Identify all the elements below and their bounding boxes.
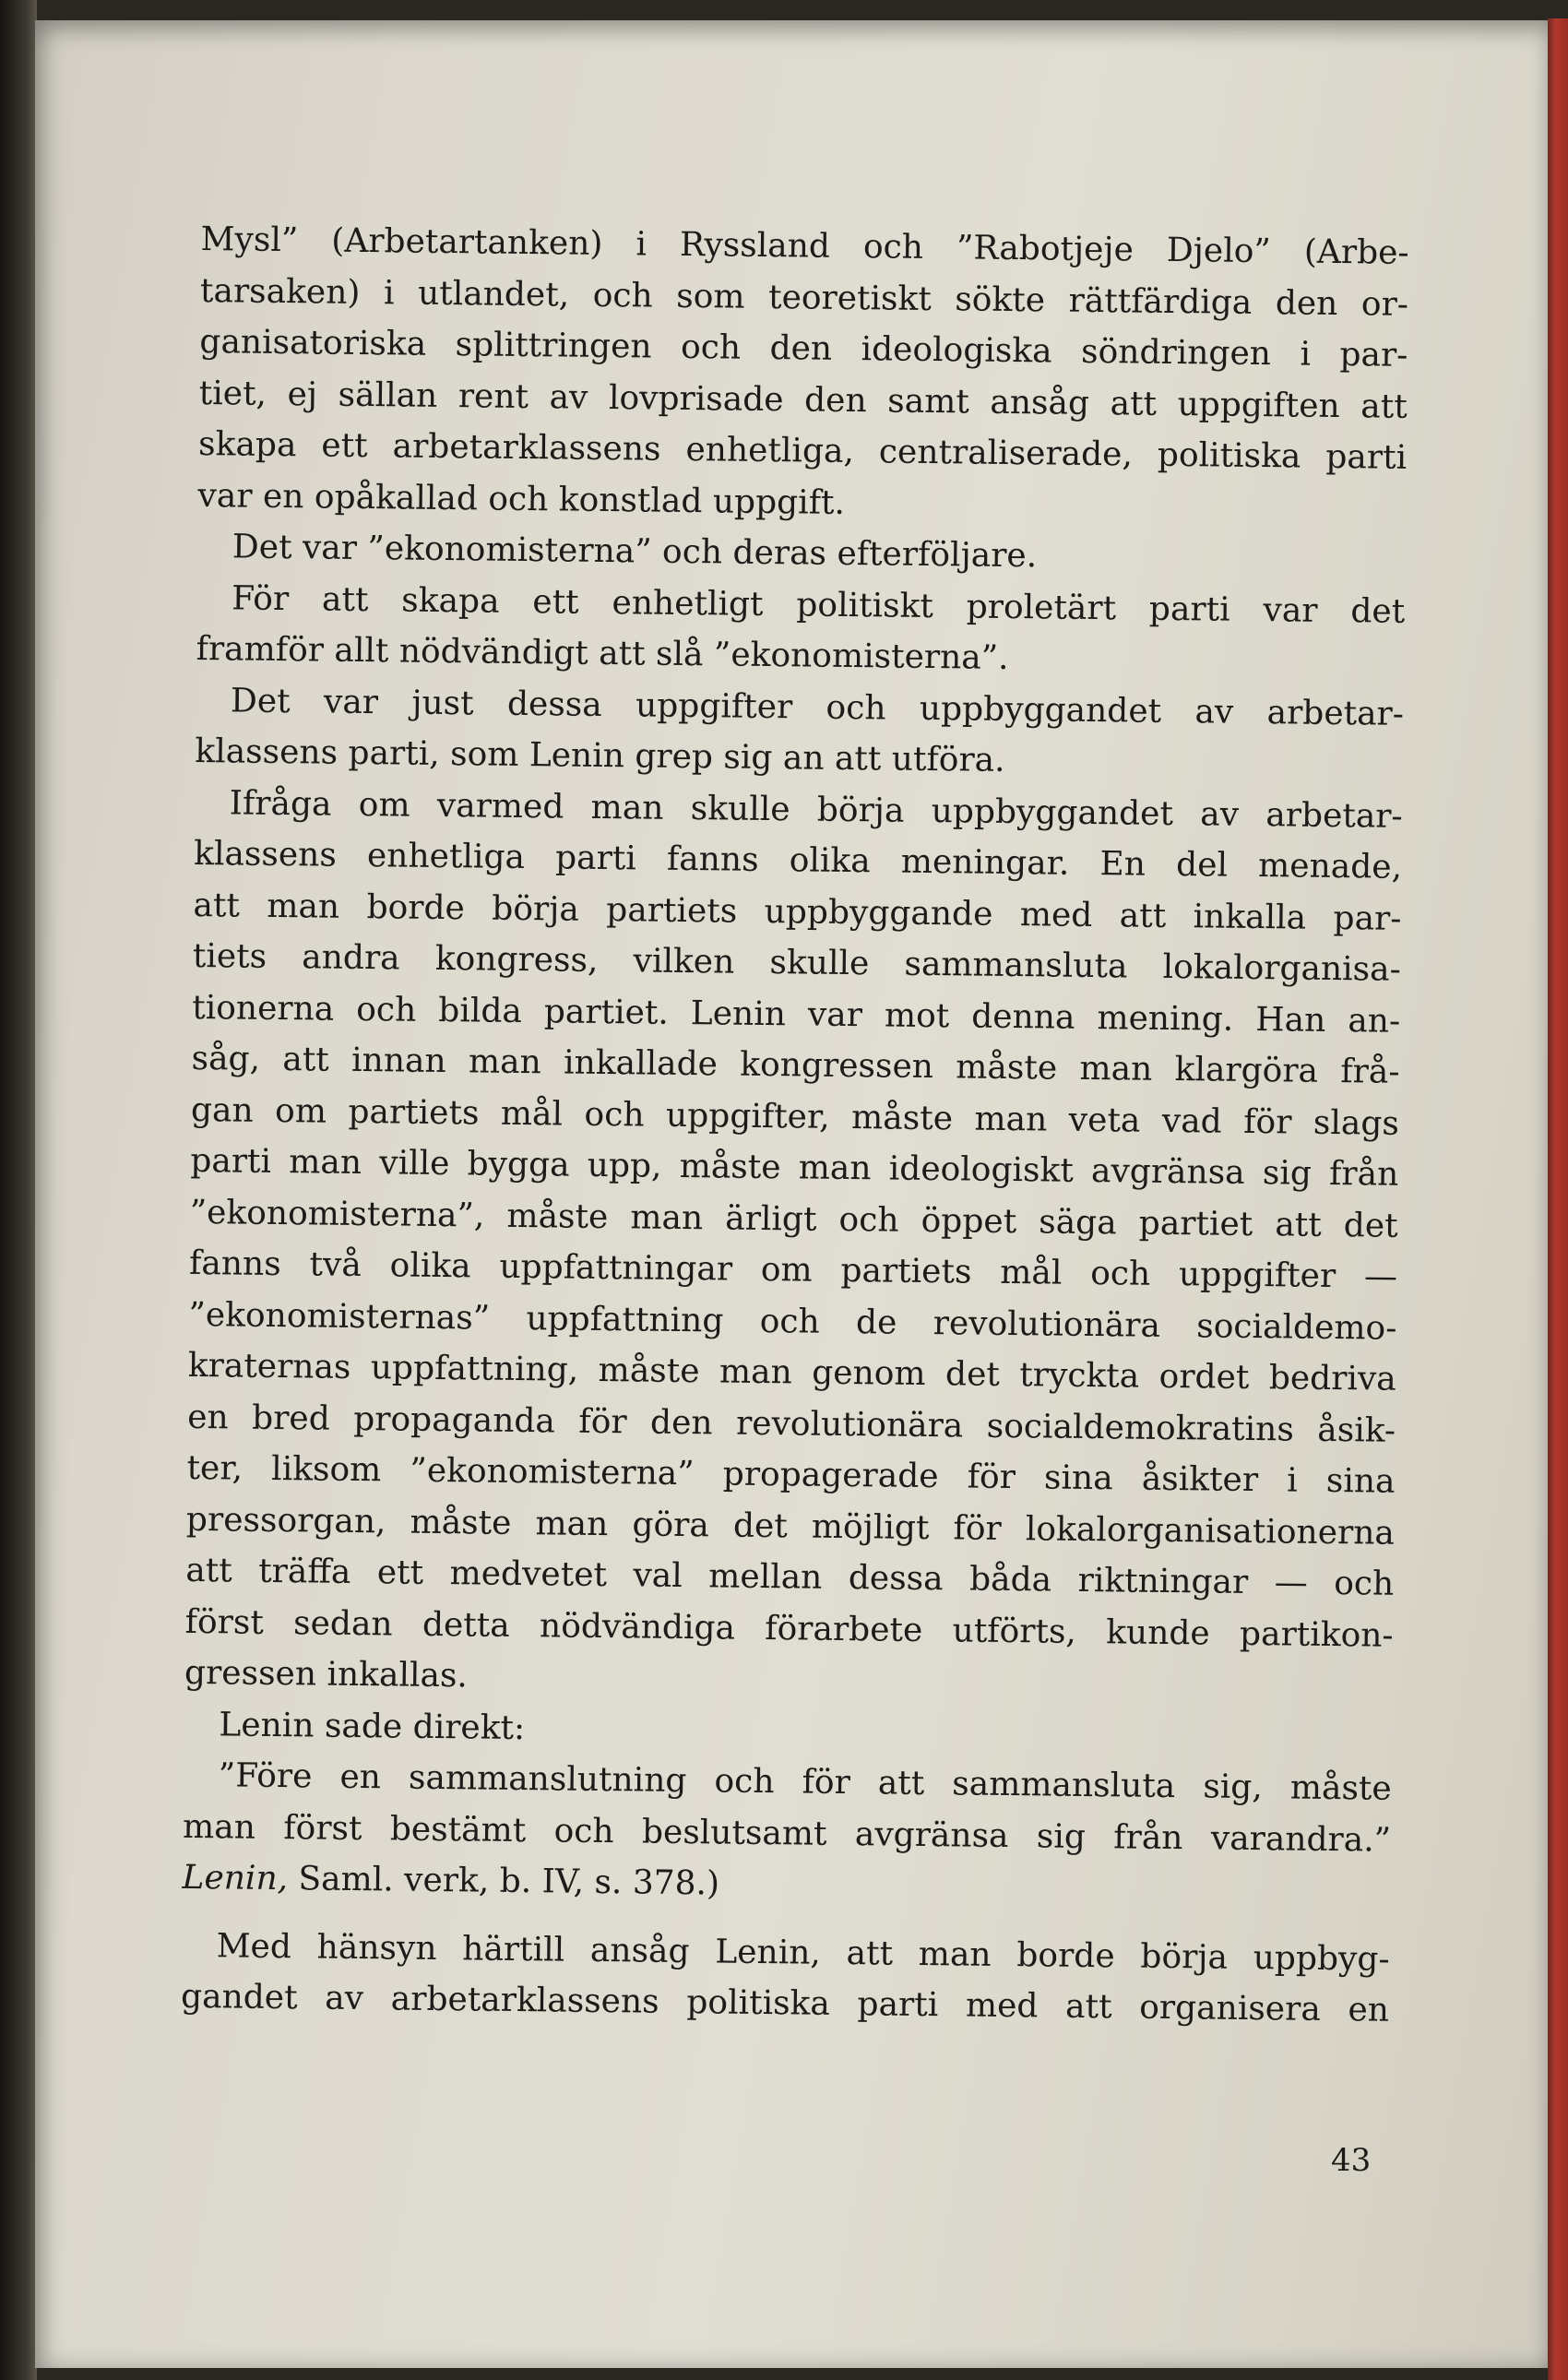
text-line: fanns två olika uppfattningar om partiets mål och uppgifter — xyxy=(188,1244,1398,1296)
text-line: en bred propaganda för den revolutionära socialdemokratins åsik- xyxy=(186,1398,1396,1450)
text-line: kraternas uppfattning, måste man genom det tryckta ordet bedriva xyxy=(187,1346,1396,1398)
paragraph-4 xyxy=(195,674,1404,791)
quote-line: ”Före en sammanslutning och för att sammansluta sig, måste xyxy=(218,1756,1392,1808)
text-line: klassens parti, som Lenin grep sig an att utföra. xyxy=(195,732,1005,779)
text-line: pressorgan, måste man göra det möjligt för lokalorganisationerna xyxy=(185,1500,1396,1553)
paragraph-1 xyxy=(197,214,1409,535)
quote-source-reference: Saml. verk, b. IV, s. 378.) xyxy=(287,1860,720,1903)
text-line: gan om partiets mål och uppgifter, måste man veta vad för slags xyxy=(190,1090,1400,1143)
text-line: att man borde börja partiets uppbyggande med att inkalla par- xyxy=(193,886,1402,938)
block-quote xyxy=(182,1750,1392,1917)
text-line: Lenin sade direkt: xyxy=(219,1705,526,1747)
text-line: Det var just dessa uppgifter och uppbyggandet av arbetar- xyxy=(230,681,1405,733)
text-line: gressen inkallas. xyxy=(184,1653,469,1696)
text-line: Med hänsyn härtill ansåg Lenin, att man borde börja uppbyg- xyxy=(216,1926,1390,1979)
text-line: först sedan detta nödvändiga förarbete utförts, kunde partikon- xyxy=(184,1602,1394,1655)
paragraph-3 xyxy=(196,572,1405,688)
book-cover-edge xyxy=(1548,18,1568,2380)
text-line: skapa ett arbetarklassens enhetliga, centraliserade, politiska parti xyxy=(197,424,1408,477)
text-line: Mysl” (Arbetartanken) i Ryssland och ”Rabotjeje Djelo” (Arbe- xyxy=(200,220,1409,272)
text-line: parti man ville bygga upp, måste man ideologiskt avgränsa sig från xyxy=(190,1141,1399,1194)
text-line: ganisatoriska splittringen och den ideologiska söndringen i par- xyxy=(199,322,1408,375)
text-line: Det var ”ekonomisterna” och deras efterföljare. xyxy=(232,528,1038,576)
text-line: För att skapa ett enhetligt politiskt proletärt parti var det xyxy=(232,578,1406,631)
paragraph-7 xyxy=(181,1920,1390,2036)
quote-line: man först bestämt och beslutsamt avgränsa sig från varandra.” xyxy=(182,1807,1392,1860)
text-line: framför allt nödvändigt att slå ”ekonomisterna”. xyxy=(196,629,1009,677)
text-line: ”ekonomisterna”, måste man ärligt och öppet säga partiet att det xyxy=(189,1193,1398,1245)
paragraph-5 xyxy=(184,777,1403,1712)
page-number: 43 xyxy=(1331,2142,1372,2179)
text-line: tiet, ej sällan rent av lovprisade den samt ansåg att uppgiften att xyxy=(198,374,1408,426)
text-line: såg, att innan man inkallade kongressen måste man klargöra frå- xyxy=(191,1039,1400,1091)
text-line: var en opåkallad och konstlad uppgift. xyxy=(197,476,846,522)
text-line: gandet av arbetarklassens politiska parti med att organisera en xyxy=(180,1977,1390,2029)
text-line: tarsaken) i utlandet, och som teoretiskt sökte rättfärdiga den or- xyxy=(199,271,1409,324)
text-line: Ifråga om varmed man skulle börja uppbyggandet av arbetar- xyxy=(229,783,1403,836)
text-line: att träffa ett medvetet val mellan dessa båda riktningar — och xyxy=(185,1551,1395,1603)
text-line: klassens enhetliga parti fanns olika meningar. En del menade, xyxy=(193,834,1403,887)
body-text xyxy=(181,214,1409,2036)
text-line: ter, liksom ”ekonomisterna” propagerade för sina åsikter i sina xyxy=(186,1448,1396,1501)
book-page xyxy=(35,20,1548,2368)
text-line: tionerna och bilda partiet. Lenin var mot denna mening. Han an- xyxy=(192,988,1401,1041)
page-edge-left xyxy=(0,0,37,2380)
text-line: tiets andra kongress, vilken skulle sammansluta lokalorganisa- xyxy=(192,936,1402,989)
quote-source-author: Lenin, xyxy=(182,1858,289,1898)
text-line: ”ekonomisternas” uppfattning och de revolutionära socialdemo- xyxy=(188,1295,1397,1348)
